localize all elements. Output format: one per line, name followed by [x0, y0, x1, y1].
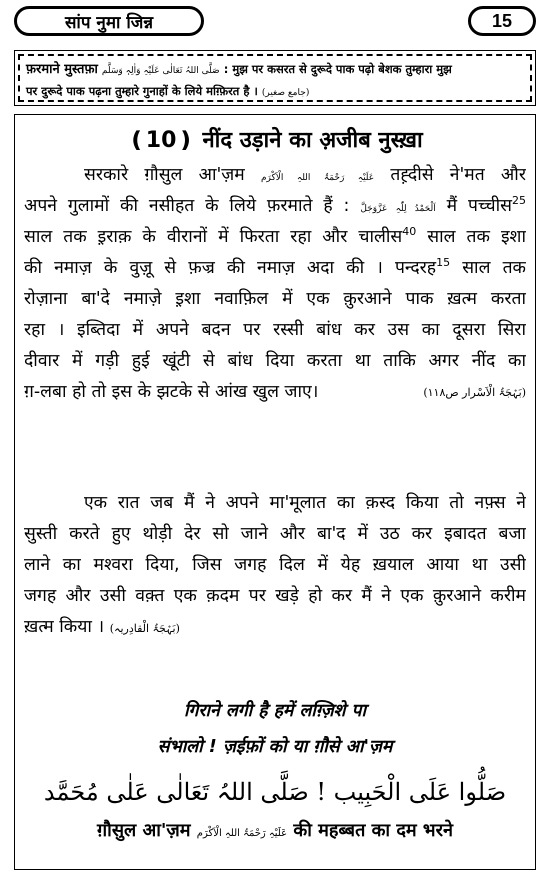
section-heading: ❪10❫ नींद उड़ाने का अ़जीब नुस्ख़ा — [127, 128, 423, 153]
p2-line-1: एक रात जब मैं ने अपने मा'मूलात का क़स्द किया तो नफ़्स ने — [84, 493, 526, 513]
hadith-box — [14, 50, 536, 106]
p1-line-3: साल तक इ़राक़ के वीरानों में फिरता रहा और चालीस$^{40}$ साल तक इशा — [24, 225, 526, 247]
arabic-honorific: عَلَیْہِ رَحْمَۃُ اللہِ الْاَکْرَم — [260, 173, 375, 183]
p1-line-5: रोज़ाना बा'दे नमाज़े इ़शा नवाफ़िल में एक क़ुरआने पाक ख़त्म करता — [24, 289, 526, 309]
arabic-honorific-2: عَلَیْہِ رَحْمَۃُ اللہِ الْاَکْرَم — [196, 828, 288, 839]
page-header — [14, 6, 536, 40]
arabic-praise: اَلْحَمْدُ لِلّٰہِ عَزَّوَجَلَّ — [360, 204, 436, 214]
salawat-arabic: صَلُّوا عَلَی الْحَبِیب ! صَلَّی اللہُ تَعَالٰی عَلٰی مُحَمَّد — [43, 778, 507, 806]
page-number: 15 — [468, 6, 536, 36]
p1-line-1: सरकारे ग़ौसुल आ'ज़म عَلَیْہِ رَحْمَۃُ اللہِ الْاَکْرَم तह़्दीसे ने'मत और — [84, 165, 526, 185]
hadith-source: (جامع صغیر) — [261, 88, 310, 98]
p1-line-2: अपने गुलामों की नसीहत के लिये फ़रमाते हैं : اَلْحَمْدُ لِلّٰہِ عَزَّوَجَلَّ मैं पच्चीस$^{25}$ — [24, 194, 526, 216]
reference-bahjat-ul-qadiriya: (بَہْجَۃُ الْقادِریہ) — [109, 622, 180, 635]
paragraph-2 — [24, 488, 526, 643]
p1-line-7: दीवार में गड़ी हुई खूंटी से बांध दिया करता था ताकि अगर नींद का — [24, 351, 526, 371]
p2-line-3: लाने का मश्वरा दिया, जिस जगह दिल में येह ख़याल आया था उसी — [24, 555, 526, 575]
p2-line-2: सुस्ती करते हुए थोड़ी देर सो जाने और बा'द में उठ कर इबादत बजा — [24, 524, 526, 544]
reference-bahjat-ul-asrar: (بَہْجَۃُ الْاَسْرار ص۱۱۸) — [423, 386, 526, 399]
salutation-arabic: صَلَّی اللہُ تَعَالٰی عَلَیْہِ وَاٰلِہٖ وَسَلَّم — [101, 66, 220, 76]
book-title: सांप नुमा जिन्न — [14, 6, 204, 36]
p1-line-8: ग़-लबा हो तो इस के झटके से आंख खुल जाए। (بَہْجَۃُ الْاَسْرار ص۱۱۸) — [24, 377, 526, 408]
poem-line-1: गिराने लगी है हमें लग़्ज़िशे पा — [183, 701, 367, 721]
poem-line-2: संभालो ! ज़ईफ़ों को या ग़ौसे आ'ज़म — [157, 737, 393, 757]
paragraph-1 — [24, 160, 526, 408]
hadith-text-2: पर दुरूदे पाक पढ़ना तुम्हारे गुनाहों के लिये मग़्फ़िरत है । — [26, 84, 258, 98]
p2-line-4: जगह और उसी वक़्त एक क़दम पर खड़े हो कर मैं ने एक क़ुरआने करीम — [24, 586, 526, 606]
p1-line-4: की नमाज़ के वुज़ू से फ़ज्र की नमाज़ अदा की । पन्दरह$^{15}$ साल तक — [24, 256, 526, 278]
hadith-text — [18, 54, 532, 102]
p1-line-6: रहा । इब्तिदा में अपने बदन पर रस्सी बांध कर उस का दूसरा सिरा — [24, 320, 526, 340]
hadith-text-1: : मुझ पर कसरत से दुरूदे पाक पढ़ो बेशक तुम्हारा मुझ — [223, 62, 452, 76]
final-line: ग़ौसुल आ'ज़म عَلَیْہِ رَحْمَۃُ اللہِ الْاَکْرَم की महब्बत का दम भरने — [97, 820, 453, 841]
p2-line-5: ख़त्म किया । (بَہْجَۃُ الْقادِریہ) — [24, 617, 180, 637]
hadith-label: फ़रमाने मुस्तफ़ा — [26, 62, 98, 77]
